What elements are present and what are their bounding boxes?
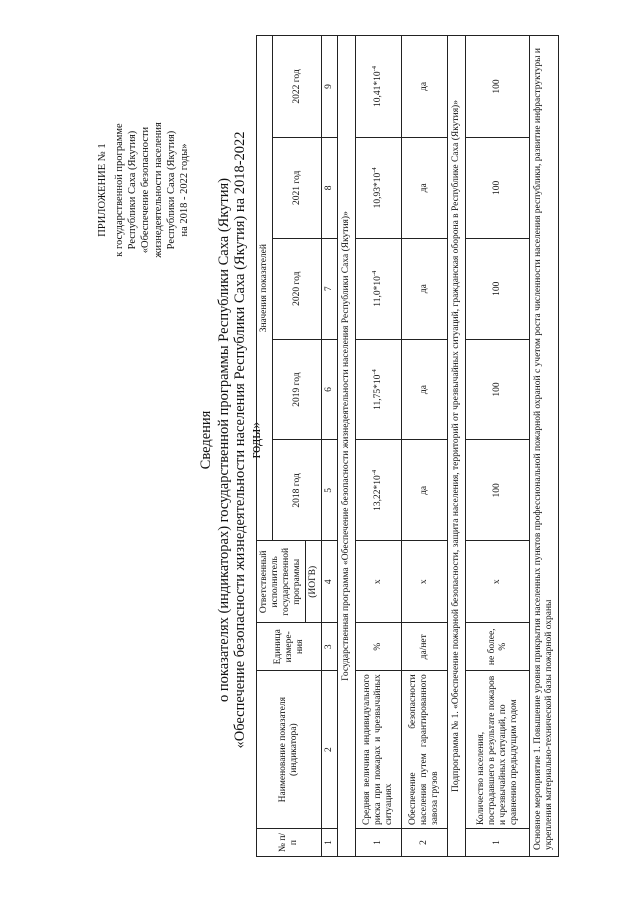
row-executor: х bbox=[356, 541, 402, 623]
appendix-line: «Обеспечение безопасности bbox=[140, 126, 151, 254]
row-value bbox=[356, 238, 402, 339]
appendix-line: жизнедеятельности населения bbox=[153, 122, 164, 258]
row-value: 100 bbox=[466, 440, 530, 541]
header-year: 2018 год bbox=[273, 440, 322, 541]
value-base: да bbox=[419, 385, 429, 395]
value-exponent: -4 bbox=[370, 369, 378, 375]
row-num: 1 bbox=[466, 829, 530, 857]
row-value bbox=[402, 36, 448, 138]
row-unit: % bbox=[356, 623, 402, 671]
appendix-line: Республики Саха (Якутия) bbox=[166, 130, 177, 250]
value-base: 11,75*10 bbox=[373, 374, 383, 410]
row-value: 100 bbox=[466, 137, 530, 238]
value-base: да bbox=[419, 81, 429, 91]
header-year: 2019 год bbox=[273, 339, 322, 440]
row-value bbox=[402, 137, 448, 238]
value-exponent: -4 bbox=[370, 167, 378, 173]
row-indicator-name: Количество населения, пострадавшего в результате пожаров и чрезвычайных ситуаций, по сравнению предыдущим годом bbox=[466, 671, 530, 829]
header-name: Наименование показателя (индикатора) bbox=[257, 671, 322, 829]
row-value bbox=[356, 137, 402, 238]
column-number: 1 bbox=[322, 829, 338, 857]
subprogram-row: Подпрограмма № 1. «Обеспечение пожарной безопасности, защита населения, территорий от чрезвычайных ситуаций, гражданская оборона в Республике Саха (Якутия)» bbox=[448, 36, 466, 857]
header-executor-sub: (ИОГВ) bbox=[306, 541, 322, 623]
column-number: 2 bbox=[322, 671, 338, 829]
value-base: да bbox=[419, 485, 429, 495]
value-base: 10,93*10 bbox=[373, 172, 383, 209]
row-value bbox=[356, 440, 402, 541]
title-line-1: Сведения bbox=[198, 410, 214, 470]
appendix-block bbox=[96, 95, 191, 285]
value-exponent: -4 bbox=[370, 65, 378, 72]
header-year: 2021 год bbox=[273, 137, 322, 238]
appendix-line: к государственной программе bbox=[114, 123, 125, 257]
column-number: 3 bbox=[322, 623, 338, 671]
row-unit: не более, % bbox=[466, 623, 530, 671]
title-line-3: «Обеспечение безопасности жизнедеятельности населения Республики Саха (Якутия) на 2018-2022 годы» bbox=[232, 131, 264, 749]
column-number: 9 bbox=[322, 36, 338, 138]
column-number: 4 bbox=[322, 541, 338, 623]
column-number: 5 bbox=[322, 440, 338, 541]
value-base: 11,0*10 bbox=[373, 276, 383, 307]
title-line-2: о показателях (индикаторах) государственной программы Республики Саха (Якутия) bbox=[216, 178, 232, 702]
appendix-heading: ПРИЛОЖЕНИЕ № 1 bbox=[97, 143, 108, 237]
value-base: да bbox=[419, 284, 429, 294]
row-value bbox=[402, 238, 448, 339]
row-value bbox=[356, 339, 402, 440]
header-num: № п/п bbox=[257, 829, 322, 857]
row-executor: х bbox=[402, 541, 448, 623]
header-year: 2020 год bbox=[273, 238, 322, 339]
row-value bbox=[356, 36, 402, 138]
header-year: 2022 год bbox=[273, 36, 322, 138]
row-value: 100 bbox=[466, 339, 530, 440]
row-indicator-name: Обеспечение безопасности населения путем гарантированного завоза грузов bbox=[402, 671, 448, 829]
value-base: 10,41*10 bbox=[373, 71, 383, 107]
value-exponent: -4 bbox=[370, 270, 378, 277]
indicators-table bbox=[256, 35, 559, 857]
row-indicator-name: Средняя величина индивидуального риска при пожарах и чрезвычайных ситуациях bbox=[356, 671, 402, 829]
main-event-row: Основное мероприятие 1. Повышение уровня прикрытия населенных пунктов профессиональной пожарной охраной с учетом роста численности населения республики, развитие инфраструктуры и укрепления материально-технической базы пожарной охраны bbox=[530, 36, 559, 857]
column-number: 8 bbox=[322, 137, 338, 238]
program-row: Государственная программа «Обеспечение безопасности жизнедеятельности населения Республики Саха (Якутия)» bbox=[338, 36, 356, 857]
value-base: 13,22*10 bbox=[373, 475, 383, 511]
appendix-line: на 2018 - 2022 годы» bbox=[179, 143, 190, 237]
value-exponent: -4 bbox=[370, 469, 378, 476]
row-executor: х bbox=[466, 541, 530, 623]
row-num: 1 bbox=[356, 829, 402, 857]
document-title bbox=[198, 115, 264, 765]
row-value: 100 bbox=[466, 238, 530, 339]
row-value: 100 bbox=[466, 36, 530, 138]
header-unit: Единица измере-ния bbox=[257, 623, 322, 671]
column-number: 6 bbox=[322, 339, 338, 440]
value-base: да bbox=[419, 183, 429, 193]
row-value bbox=[402, 440, 448, 541]
appendix-line: Республики Саха (Якутия) bbox=[127, 130, 138, 250]
column-number: 7 bbox=[322, 238, 338, 339]
header-values-group: Значения показателей bbox=[257, 36, 273, 541]
row-num: 2 bbox=[402, 829, 448, 857]
row-value bbox=[402, 339, 448, 440]
row-unit: да/нет bbox=[402, 623, 448, 671]
header-executor: Ответственный исполнитель государственной программы bbox=[257, 541, 306, 623]
